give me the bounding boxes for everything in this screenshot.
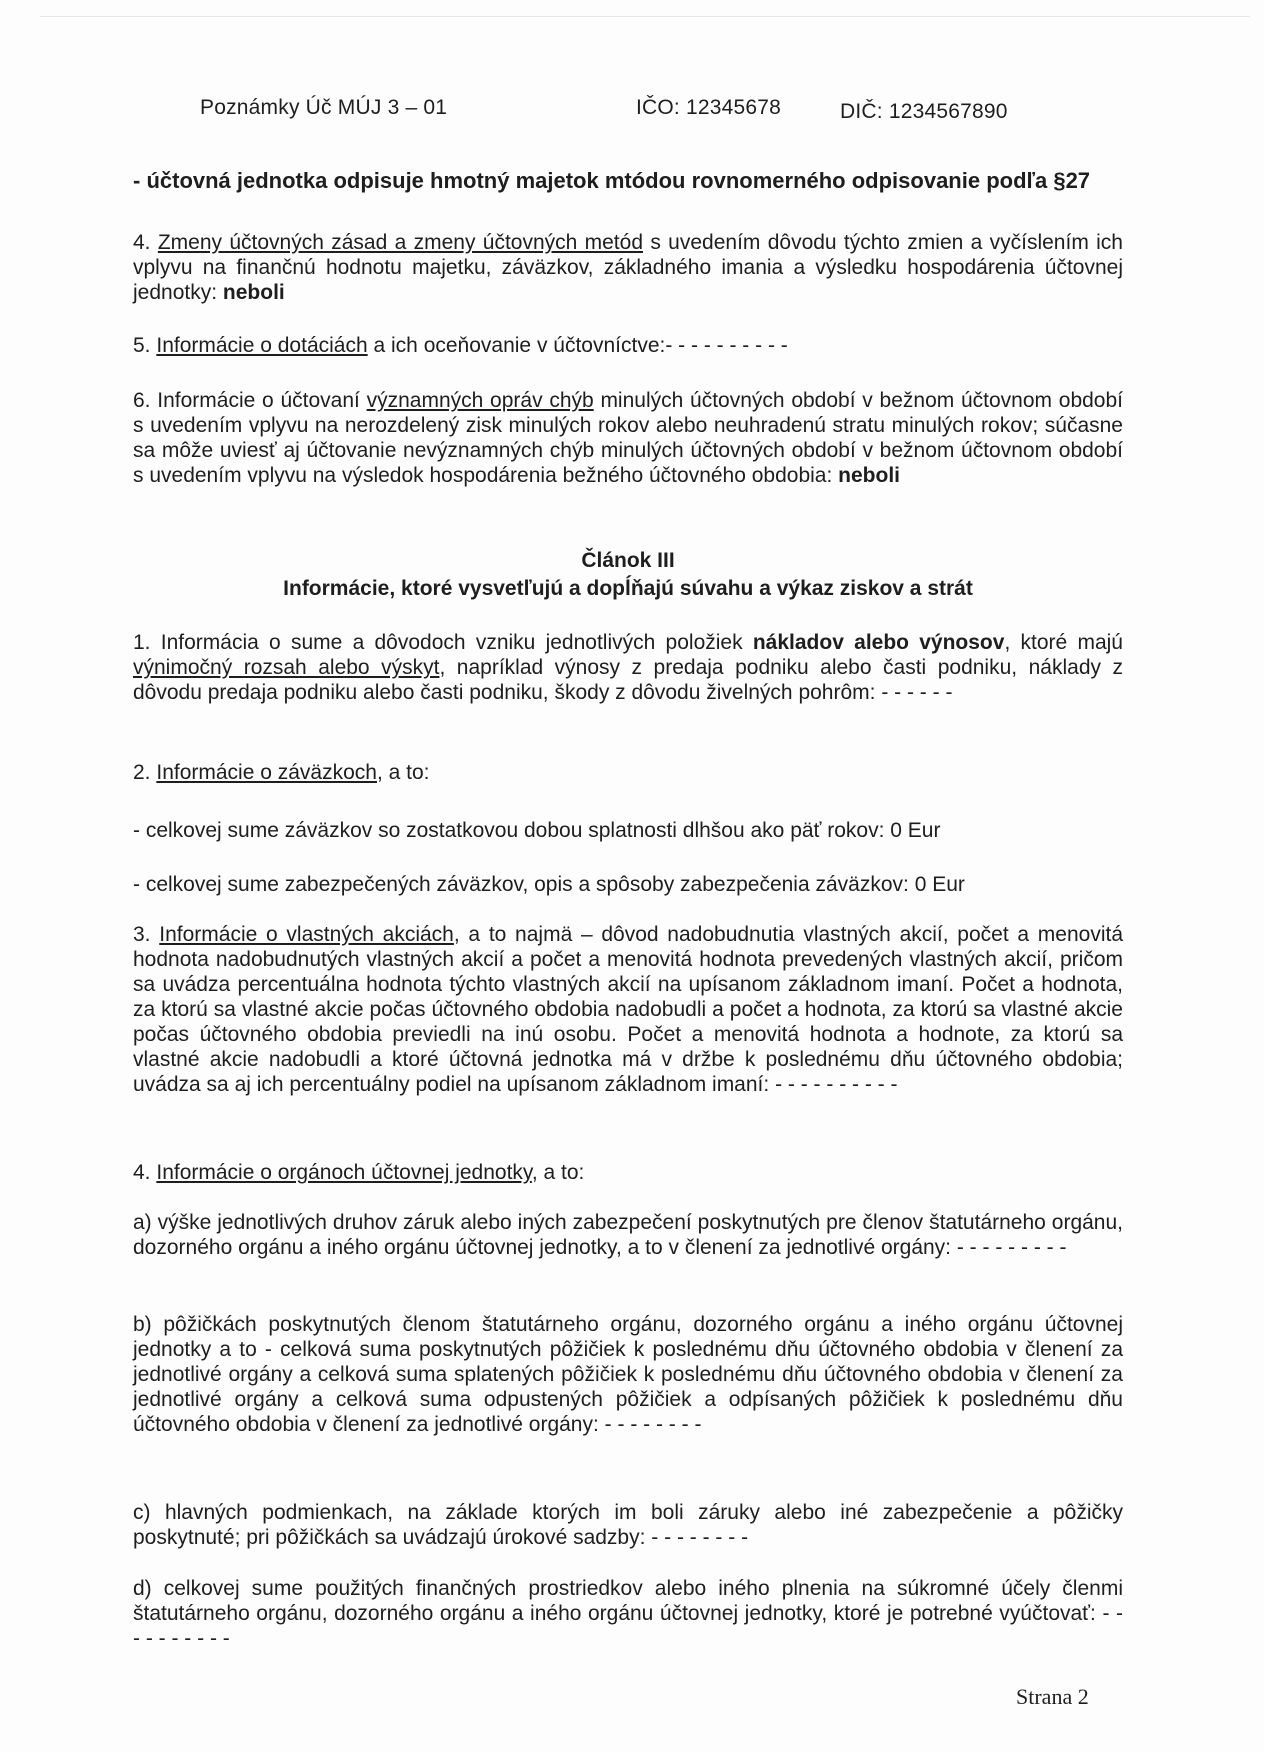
a1-pre: Informácia o sume a dôvodoch vzniku jednotlivých položiek bbox=[160, 631, 743, 654]
a4c-dashes: - - - - - - - - bbox=[651, 1526, 749, 1549]
a2-number: 2. bbox=[133, 761, 151, 784]
a4a-text: a) výške jednotlivých druhov záruk alebo iných zabezpečení poskytnutých pre členov štatutárneho orgánu, dozorného orgánu a iného orgánu účtovnej jednotky, a to v členení za jednotlivé orgány: bbox=[133, 1211, 1123, 1259]
p6-answer: neboli bbox=[838, 464, 901, 487]
a4c-text: c) hlavných podmienkach, na základe ktorých im boli záruky alebo iné zabezpečenie a pôžičky poskytnuté; pri pôžičkách sa uvádzajú úrokové sadzby: bbox=[133, 1501, 1123, 1549]
a3-underlined-phrase: Informácie o vlastných akciách bbox=[159, 923, 454, 946]
a2-text: , a to: bbox=[376, 761, 430, 784]
p6-number: 6. bbox=[133, 389, 151, 412]
a1-underlined-phrase: výnimočný rozsah alebo výskyt bbox=[133, 656, 440, 679]
header-dic: DIČ: 1234567890 bbox=[840, 100, 1008, 123]
a3-text: , a to najmä – dôvod nadobudnutia vlastných akcií, počet a menovitá hodnota nadobudnutých vlastných akcií a počet a menovitá hodnota prevedených vlastných akcií, pričom sa uvádza percentuálna hodnota týchto vlastných akcií na upísanom základnom imaní. Počet a hodnota, za ktorú sa vlastné akcie počas účtovného obdobia nadobudli a počet a hodnota, za ktorú sa vlastné akcie počas účtovného obdobia previedli na inú osobu. Počet a menovitá hodnota a hodnote, za ktorú sa vlastné akcie nadobudli a ktoré účtovná jednotka má v držbe k poslednému dňu účtovného obdobia; uvádza sa aj ich percentuálny podiel na upísanom základnom imaní: bbox=[133, 923, 1124, 1096]
header-title: Poznámky Úč MÚJ 3 – 01 bbox=[200, 96, 448, 119]
article-item-2 bbox=[133, 760, 1123, 785]
p4-number: 4. bbox=[133, 231, 151, 254]
paragraph-5 bbox=[133, 333, 1123, 358]
p5-text: a ich oceňovanie v účtovníctve: bbox=[373, 334, 666, 357]
item-4c bbox=[133, 1500, 1123, 1550]
article-subtitle: Informácie, ktoré vysvetľujú a dopĺňajú súvahu a výkaz ziskov a strát bbox=[283, 577, 973, 600]
page-number: Strana 2 bbox=[1016, 1684, 1089, 1709]
article-item-1 bbox=[133, 630, 1123, 705]
item-4b bbox=[133, 1312, 1123, 1437]
a1-number: 1. bbox=[133, 631, 151, 654]
p6-pre: Informácie o účtovaní bbox=[157, 389, 360, 412]
a1-dashes: - - - - - - bbox=[881, 681, 953, 704]
a4b-text: b) pôžičkách poskytnutých členom štatutárneho orgánu, dozorného orgánu a iného orgánu účtovnej jednotky a to - celková suma poskytnutých pôžičiek k poslednému dňu účtovného obdobia v členení za jednotlivé orgány a celková suma splatených pôžičiek k poslednému dňu účtovného obdobia v členení za jednotlivé orgány a celková suma odpustených pôžičiek a odpísaných pôžičiek k poslednému dňu účtovného obdobia v členení za jednotlivé orgány: bbox=[133, 1313, 1123, 1436]
p5-dashes: - - - - - - - - - - bbox=[665, 334, 788, 357]
a4-underlined-phrase: Informácie o orgánoch účtovnej jednotky bbox=[156, 1161, 532, 1184]
a1-mid: , ktoré majú bbox=[1004, 631, 1123, 654]
article-item-3 bbox=[133, 922, 1123, 1097]
a4-text: , a to: bbox=[531, 1161, 585, 1184]
a1-text: , napríklad výnosy z predaja podniku alebo časti podniku, náklady z dôvodu predaja podniku alebo časti podniku, škody z dôvodu živelných pohrôm: bbox=[133, 656, 1123, 704]
p6-underlined-phrase: významných opráv chýb bbox=[366, 389, 594, 412]
a4-number: 4. bbox=[133, 1161, 151, 1184]
p4-answer: neboli bbox=[222, 281, 285, 304]
a3-number: 3. bbox=[133, 923, 151, 946]
item-4a bbox=[133, 1210, 1123, 1260]
a4d-text: d) celkovej sume použitých finančných prostriedkov alebo iného plnenia na súkromné účely členmi štatutárneho orgánu, dozorného orgánu a iného orgánu účtovnej jednotky, ktoré je potrebné vyúčtovať: bbox=[133, 1577, 1123, 1625]
article-item-4 bbox=[133, 1160, 1123, 1185]
a3-dashes: - - - - - - - - - - bbox=[775, 1073, 898, 1096]
p5-underlined-phrase: Informácie o dotáciách bbox=[156, 334, 368, 357]
p4-underlined-phrase: Zmeny účtovných zásad a zmeny účtovných metód bbox=[157, 231, 644, 254]
a2-line-long-term: - celkovej sume záväzkov so zostatkovou dobou splatnosti dlhšou ako päť rokov: 0 Eur bbox=[133, 819, 941, 842]
p6-text: minulých účtovných období v bežnom účtovnom období s uvedením vplyvu na nerozdelený zisk minulých rokov alebo neuhradenú stratu minulých rokov; súčasne sa môže uviesť aj účtovanie nevýznamných chýb minulých účtovných období v bežnom účtovnom období s uvedením vplyvu na výsledok hospodárenia bežného účtovného obdobia: bbox=[133, 389, 1123, 487]
a4d-dashes: - - - - - - - - - - bbox=[133, 1602, 1123, 1650]
header-ico: IČO: 12345678 bbox=[636, 96, 782, 119]
a2-line-secured: - celkovej sume zabezpečených záväzkov, opis a spôsoby zabezpečenia záväzkov: 0 Eur bbox=[133, 873, 965, 896]
item-4d bbox=[133, 1576, 1123, 1651]
paragraph-depreciation: - účtovná jednotka odpisuje hmotný majetok mtódou rovnomerného odpisovanie podľa §27 bbox=[133, 168, 1091, 193]
scan-edge-line bbox=[40, 16, 1250, 17]
a2-underlined-phrase: Informácie o záväzkoch bbox=[156, 761, 377, 784]
paragraph-4 bbox=[133, 230, 1123, 305]
p4-text: s uvedením dôvodu týchto zmien a vyčíslením ich vplyvu na finančnú hodnotu majetku, záväzkov, základného imania a výsledku hospodárenia účtovnej jednotky: bbox=[133, 231, 1123, 304]
article-title: Článok III bbox=[581, 549, 675, 572]
paragraph-6 bbox=[133, 388, 1123, 488]
p5-number: 5. bbox=[133, 334, 151, 357]
a4a-dashes: - - - - - - - - - bbox=[956, 1236, 1067, 1259]
a4b-dashes: - - - - - - - - bbox=[604, 1413, 702, 1436]
a1-bold-phrase: nákladov alebo výnosov bbox=[752, 631, 1005, 654]
